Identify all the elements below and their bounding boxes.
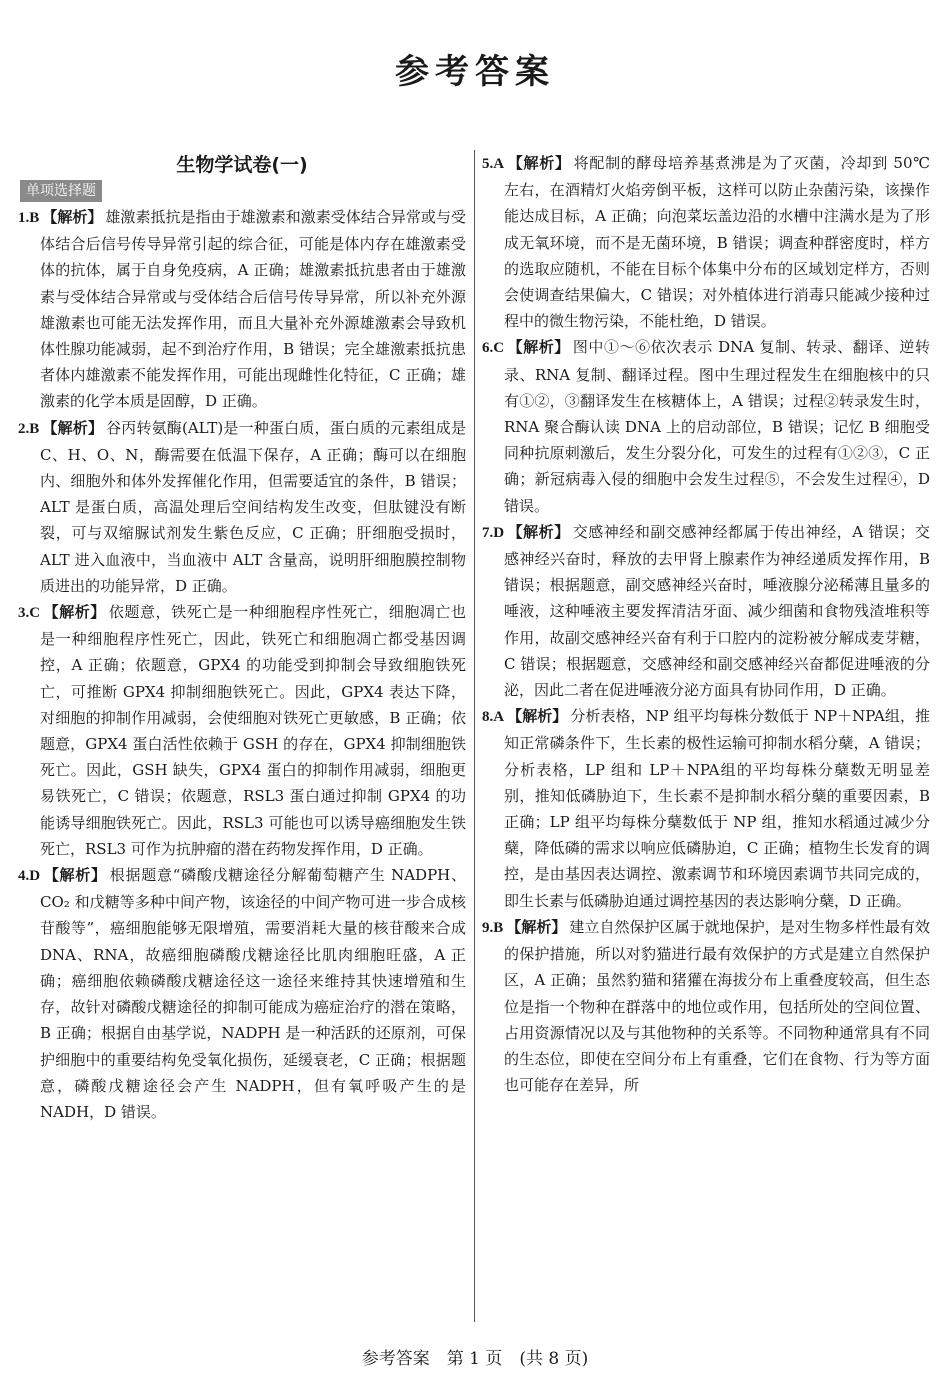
answer-number: 5. — [482, 156, 494, 172]
answer-letter: A — [493, 156, 505, 172]
analysis-label: 【解析】 — [507, 707, 568, 726]
analysis-label: 【解析】 — [507, 338, 570, 357]
answer-letter: A — [493, 709, 505, 726]
answer-item — [18, 204, 466, 415]
answer-number: 4. — [18, 868, 30, 885]
answer-text: 谷丙转氨酶(ALT)是一种蛋白质，蛋白质的元素组成是 C、H、O、N，酶需要在低温下保存，A 正确；酶可以在细胞内、细胞外和体外发挥催化作用，但需要适宜的条件，B 错误；ALT 是蛋白质，高温处理后空间结构发生改变，但肽键没有断裂，可与双缩脲试剂发生紫色反应，C 正确；肝细胞受损时，ALT 进入血液中，当血液中 ALT 含量高，说明肝细胞膜控制物质进出的功能异常，D 正确。 — [40, 418, 466, 595]
answer-text: 根据题意“磷酸戊糖途径分解葡萄糖产生 NADPH、CO₂ 和戊糖等多种中间产物，该途径的中间产物可进一步合成核苷酸等”，癌细胞能够无限增殖，需要消耗大量的核苷酸来合成 DNA、RNA，故癌细胞磷酸戊糖途径比肌肉细胞旺盛，A 正确；癌细胞依赖磷酸戊糖途径这一途径来维持其快速增殖和生存，故针对磷酸戊糖途径的抑制可能成为癌症治疗的潜在策略，B 正确；根据自由基学说，NADPH 是一种活跃的还原剂，可保护细胞中的重要结构免受氧化损伤，延缓衰老，C 正确；根据题意，磷酸戊糖途径会产生 NADPH，但有氧呼吸产生的是 NADH，D 错误。 — [40, 866, 466, 1121]
answer-item — [18, 862, 466, 1125]
answer-number: 8. — [482, 709, 494, 726]
answer-item — [482, 150, 930, 334]
analysis-label: 【解析】 — [42, 418, 104, 437]
answer-text: 依题意，铁死亡是一种细胞程序性死亡，细胞凋亡也是一种细胞程序性死亡，因此，铁死亡和细胞凋亡都受基因调控，A 正确；依题意，GPX4 的功能受到抑制会导致细胞铁死亡，可推断 GPX4 抑制细胞铁死亡。因此，GPX4 表达下降，对细胞的抑制作用减弱，会使细胞对铁死亡更敏感，B 正确；依题意，GPX4 蛋白活性依赖于 GSH 的存在，GPX4 抑制细胞铁死亡。因此，GSH 缺失，GPX4 蛋白的抑制作用减弱，细胞更易铁死亡，C 错误；依题意，RSL3 蛋白通过抑制 GPX4 的功能诱导细胞铁死亡。因此，RSL3 可能也可以诱导癌细胞发生铁死亡，RSL3 可作为抗肿瘤的潜在药物发挥作用，D 正确。 — [40, 603, 466, 858]
answer-item — [18, 599, 466, 862]
answer-item — [18, 415, 466, 599]
answer-number: 6. — [482, 340, 494, 357]
answer-item — [482, 914, 930, 1098]
answer-item — [482, 703, 930, 914]
answer-letter: D — [29, 868, 41, 885]
analysis-label: 【解析】 — [507, 522, 570, 541]
answer-text: 分析表格，NP 组平均每株分数低于 NP＋NPA组，推知正常磷条件下，生长素的极性运输可抑制水稻分蘖，A 错误；分析表格，LP 组和 LP＋NPA组的平均每株分蘖数无明显差别，推知低磷胁迫下，生长素不是抑制水稻分蘖的重要因素，B 正确；LP 组平均每株分蘖数低于 NP 组，推知水稻通过减少分蘖，降低磷的需求以响应低磷胁迫，C 正确；植物生长发育的调控，是由基因表达调控、激素调节和环境因素调节共同完成的，即生长素与低磷胁迫通过调控基因的表达影响分蘖，D 正确。 — [504, 707, 930, 910]
answer-letter: D — [493, 524, 505, 541]
answer-letter: C — [493, 340, 505, 357]
page-footer: 参考答案 第 1 页 (共 8 页) — [361, 1349, 589, 1369]
answer-number: 7. — [482, 524, 494, 541]
analysis-label: 【解析】 — [506, 917, 567, 936]
answer-item — [482, 334, 930, 518]
analysis-label: 【解析】 — [43, 603, 106, 622]
column-divider — [474, 150, 475, 1322]
answer-text: 将配制的酵母培养基煮沸是为了灭菌，冷却到 50℃ 左右，在酒精灯火焰旁倒平板，这样可以防止杂菌污染，该操作能达成目标，A 正确；向泡菜坛盖边沿的水槽中注满水是为了形成无氧环境，而不是无菌环境，B 错误；调查种群密度时，样方的选取应随机，不能在目标个体集中分布的区域划定样方，否则会使调查结果偏大，C 错误；对外植体进行消毒只能减少接种过程中的微生物污染，不能杜绝，D 错误。 — [504, 154, 930, 331]
left-column — [18, 150, 466, 1125]
analysis-label: 【解析】 — [42, 208, 103, 226]
answer-text: 雄激素抵抗是指由于雄激素和激素受体结合异常或与受体结合后信号传导异常引起的综合征，可能是体内存在雄激素受体的抗体，属于自身免疫病，A 正确；雄激素抵抗患者由于雄激素与受体结合异常或与受体结合后信号传导异常，所以补充外源雄激素也可能无法发挥作用，而且大量补充外源雄激素会导致机体性腺功能减弱，起不到治疗作用，B 错误；完全雄激素抵抗患者体内雄激素不能发挥作用，可能出现雌性化特征，C 正确；雄激素的化学本质是固醇，D 正确。 — [40, 208, 466, 411]
answer-number: 1. — [18, 210, 30, 226]
answer-text: 图中①～⑥依次表示 DNA 复制、转录、翻译、逆转录、RNA 复制、翻译过程。图中生理过程发生在细胞核中的只有①②，③翻译发生在核糖体上，A 错误；过程②转录发生时，RNA 聚合酶认读 DNA 上的启动部位，B 错误；记忆 B 细胞受同种抗原刺激后，发生分裂分化，可发生的过程有①②③，C 正确；新冠病毒入侵的细胞中会发生过程⑤，不会发生过程④，D 错误。 — [504, 338, 930, 515]
section-title: 生物学试卷(一) — [176, 154, 308, 176]
analysis-label: 【解析】 — [507, 154, 571, 172]
right-column — [482, 150, 930, 1098]
answer-text: 交感神经和副交感神经都属于传出神经，A 错误；交感神经兴奋时，释放的去甲肾上腺素作为神经递质发挥作用，B 错误；根据题意，副交感神经兴奋时，唾液腺分泌稀薄且量多的唾液，这种唾液主要发挥清洁牙面、减少细菌和食物残渣堆积等作用，故副交感神经兴奋有利于口腔内的淀粉被分解成麦芽糖，C 错误；根据题意，交感神经和副交感神经兴奋都促进唾液的分泌，因此二者在促进唾液分泌方面具有协同作用，D 正确。 — [504, 522, 930, 700]
answer-number: 2. — [18, 420, 30, 437]
page-title: 参考答案 — [395, 52, 555, 92]
answer-number: 3. — [18, 605, 30, 622]
question-type-tag: 单项选择题 — [20, 180, 102, 202]
answer-item — [482, 519, 930, 703]
answer-text: 建立自然保护区属于就地保护，是对生物多样性最有效的保护措施，所以对豹猫进行最有效保护的方式是建立自然保护区，A 正确；虽然豹猫和猪獾在海拔分布上重叠度较高，但生态位是指一个物种在群落中的地位或作用，包括所处的空间位置、占用资源情况以及与其他物种的关系等。不同物种通常具有不同的生态位，即使在空间分布上有重叠，它们在食物、行为等方面也可能存在差异，所 — [504, 917, 930, 1095]
answer-number: 9. — [482, 919, 494, 936]
answer-letter: B — [493, 919, 504, 936]
answer-letter: C — [29, 605, 41, 622]
answer-letter: B — [29, 420, 40, 437]
answer-letter: B — [29, 210, 40, 226]
analysis-label: 【解析】 — [43, 866, 107, 885]
